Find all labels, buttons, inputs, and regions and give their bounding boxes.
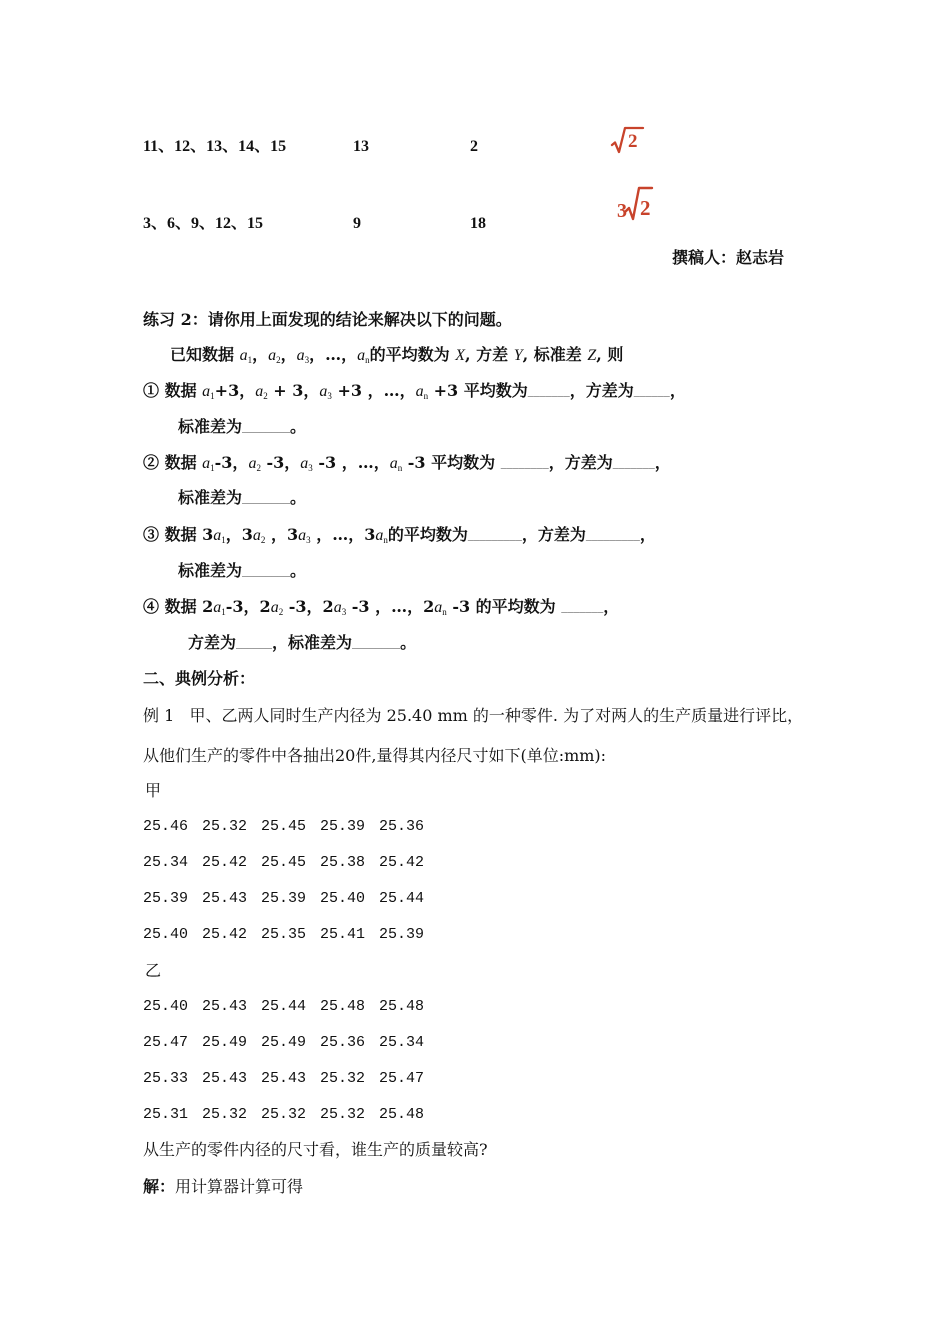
variable-a: a	[300, 455, 309, 472]
measurement-value: 25.46	[143, 818, 189, 835]
exercise-title: 练习 2：请你用上面发现的结论来解决以下的问题。	[143, 310, 512, 329]
text-run: -3，2	[225, 597, 271, 616]
text-run: ，标准差为	[272, 633, 353, 652]
variable-a: a	[434, 599, 443, 616]
text-run: -3 ，…，	[312, 453, 390, 472]
variable-a: a	[248, 455, 257, 472]
exercise-item-1	[143, 381, 686, 401]
text-run: 的平均数为	[369, 345, 456, 364]
measurement-value: 25.40	[320, 890, 366, 907]
text-run: 标准差为	[178, 488, 243, 507]
measurement-row	[143, 853, 483, 889]
solution-label: 解：	[143, 1177, 176, 1196]
text-run: , 则	[596, 345, 624, 364]
measurement-row	[143, 817, 483, 853]
subscript: n	[383, 535, 388, 545]
text-run: -3，	[214, 453, 249, 472]
subscript: 2	[260, 535, 266, 545]
section-title: 二、典例分析：	[143, 669, 256, 688]
text-run: -3，	[260, 453, 301, 472]
example-intro-line: 例 1 甲、乙两人同时生产内径为 25.40 mm 的一种零件. 为了对两人的生产质量进行评比，	[143, 706, 804, 725]
text-run: -3 平均数为	[402, 453, 501, 472]
subscript: 2	[278, 607, 284, 617]
text-run: ，	[252, 345, 269, 364]
measurement-value: 25.34	[379, 1034, 425, 1051]
subscript: 1	[210, 391, 215, 401]
exercise-item-2-continued	[178, 488, 306, 508]
text-run: 。	[290, 417, 307, 436]
std-dev-formula	[605, 120, 650, 160]
subscript: 3	[327, 391, 332, 401]
measurement-value: 25.45	[261, 818, 307, 835]
text-run: ，3	[225, 525, 253, 544]
text-run: 。	[290, 488, 307, 507]
measurement-value: 25.39	[261, 890, 307, 907]
text-run: 标准差为	[178, 417, 243, 436]
example-question: 从生产的零件内径的尺寸看，谁生产的质量较高?	[143, 1140, 488, 1159]
answer-blank: ________	[352, 641, 401, 652]
measurement-row	[143, 889, 483, 925]
subscript: 1	[221, 535, 226, 545]
subscript: 3	[306, 535, 311, 545]
answer-blank: ________	[500, 461, 549, 472]
subscript: 2	[263, 391, 268, 401]
variable-a: a	[213, 527, 222, 544]
measurement-value: 25.49	[261, 1034, 307, 1051]
measurement-value: 25.32	[320, 1070, 366, 1087]
measurement-value: 25.48	[379, 998, 425, 1015]
measurement-value: 25.32	[202, 818, 248, 835]
text-run: ，	[280, 345, 297, 364]
measurement-value: 25.42	[202, 854, 248, 871]
answer-blank: ______	[633, 389, 670, 400]
row-data-values: 11、12、13、14、15	[143, 138, 287, 155]
answer-blank: ________	[242, 496, 291, 507]
measurement-value: 25.32	[320, 1106, 366, 1123]
measurement-value: 25.47	[143, 1034, 189, 1051]
subscript: 3	[308, 463, 313, 473]
measurement-value: 25.39	[143, 890, 189, 907]
group-label-yi: 乙	[145, 961, 162, 980]
variable-a: a	[296, 347, 305, 364]
measurement-value: 25.49	[202, 1034, 248, 1051]
measurement-value: 25.43	[261, 1070, 307, 1087]
text-run: ，	[669, 381, 686, 400]
measurement-row	[143, 1033, 483, 1069]
measurement-value: 25.48	[320, 998, 366, 1015]
variable-x: X	[455, 347, 465, 364]
text-run: 。	[290, 561, 307, 580]
subscript: 3	[341, 607, 347, 617]
measurement-value: 25.48	[379, 1106, 425, 1123]
measurement-table-jia	[143, 817, 483, 961]
measurement-value: 25.32	[261, 1106, 307, 1123]
text-run: ，方差为	[548, 453, 613, 472]
answer-blank: _______	[527, 389, 570, 400]
subscript: 3	[304, 355, 310, 365]
author-credit: 撰稿人：赵志岩	[672, 248, 785, 267]
text-run: , 标准差	[522, 345, 588, 364]
variable-a: a	[298, 527, 307, 544]
text-run: +3 平均数为	[428, 381, 528, 400]
measurement-value: 25.36	[320, 1034, 366, 1051]
text-run: 的平均数为	[387, 525, 468, 544]
variable-z: Z	[587, 347, 597, 364]
measurement-value: 25.42	[379, 854, 425, 871]
text-run: ③ 数据 3	[143, 525, 214, 544]
text-run: ④ 数据 2	[143, 597, 214, 616]
variable-a: a	[357, 347, 366, 364]
subscript: 1	[210, 463, 215, 473]
answer-blank: ________	[242, 569, 291, 580]
exercise-item-2	[143, 453, 671, 473]
measurement-table-yi	[143, 997, 483, 1141]
solution-text: 用计算器计算可得	[175, 1177, 304, 1196]
text-run: ，	[603, 597, 620, 616]
text-run: ，方差为	[569, 381, 634, 400]
variable-a: a	[333, 599, 342, 616]
exercise-item-3-continued	[178, 561, 306, 581]
solution-line	[143, 1177, 303, 1197]
variable-a: a	[255, 383, 264, 400]
text-run: 标准差为	[178, 561, 243, 580]
text-run: 已知数据	[170, 345, 240, 364]
exercise-item-4-continued	[188, 633, 416, 653]
variable-a: a	[239, 347, 248, 364]
answer-blank: _________	[585, 533, 640, 544]
subscript: n	[442, 607, 447, 617]
text-run: ，	[639, 525, 656, 544]
measurement-value: 25.32	[202, 1106, 248, 1123]
row-variance: 18	[470, 215, 486, 232]
measurement-value: 25.34	[143, 854, 189, 871]
exercise-item-3	[143, 525, 656, 545]
text-run: ，…，	[309, 345, 358, 364]
measurement-value: 25.33	[143, 1070, 189, 1087]
measurement-row	[143, 997, 483, 1033]
example-intro-line: 从他们生产的零件中各抽出20件,量得其内径尺寸如下(单位:mm):	[143, 746, 607, 765]
measurement-value: 25.36	[379, 818, 425, 835]
exercise-item-1-continued	[178, 417, 306, 437]
measurement-value: 25.38	[320, 854, 366, 871]
variable-a: a	[389, 455, 398, 472]
answer-blank: _________	[467, 533, 522, 544]
group-label-jia: 甲	[145, 781, 162, 800]
variable-a: a	[270, 599, 279, 616]
measurement-row	[143, 925, 483, 961]
answer-blank: ______	[236, 641, 273, 652]
text-run: , 方差	[464, 345, 514, 364]
measurement-value: 25.47	[379, 1070, 425, 1087]
row-data-values: 3、6、9、12、15	[143, 215, 264, 232]
measurement-value: 25.43	[202, 1070, 248, 1087]
variable-y: Y	[513, 347, 523, 364]
text-run: ，…，3	[310, 525, 376, 544]
text-run: -3 ，…，2	[346, 597, 435, 616]
coefficient: 3	[617, 200, 627, 222]
measurement-value: 25.40	[143, 926, 189, 943]
row-mean: 9	[353, 215, 361, 232]
text-run: -3，2	[283, 597, 334, 616]
text-run: 。	[400, 633, 417, 652]
text-run: ① 数据	[143, 381, 203, 400]
measurement-value: 25.43	[202, 998, 248, 1015]
measurement-row	[143, 1105, 483, 1141]
measurement-value: 25.31	[143, 1106, 189, 1123]
subscript: n	[365, 355, 370, 365]
std-dev-formula	[610, 180, 658, 225]
text-run: ，	[654, 453, 671, 472]
variable-a: a	[213, 599, 222, 616]
text-run: ，方差为	[521, 525, 586, 544]
answer-blank: _______	[561, 605, 604, 616]
measurement-value: 25.44	[261, 998, 307, 1015]
exercise-premise	[170, 345, 623, 365]
subscript: 2	[256, 463, 261, 473]
subscript: 2	[276, 355, 281, 365]
variable-a: a	[268, 347, 277, 364]
measurement-value: 25.39	[320, 818, 366, 835]
radicand: 2	[628, 131, 638, 152]
measurement-value: 25.42	[202, 926, 248, 943]
measurement-value: 25.40	[143, 998, 189, 1015]
text-run: ② 数据	[143, 453, 203, 472]
variable-a: a	[202, 383, 211, 400]
measurement-value: 25.45	[261, 854, 307, 871]
variable-a: a	[415, 383, 424, 400]
exercise-item-4	[143, 597, 619, 617]
row-mean: 13	[353, 138, 369, 155]
measurement-value: 25.35	[261, 926, 307, 943]
subscript: 1	[247, 355, 253, 365]
text-run: 方差为	[188, 633, 237, 652]
variable-a: a	[375, 527, 384, 544]
measurement-value: 25.43	[202, 890, 248, 907]
measurement-row	[143, 1069, 483, 1105]
variable-a: a	[202, 455, 211, 472]
measurement-value: 25.39	[379, 926, 425, 943]
subscript: n	[423, 391, 429, 401]
subscript: 1	[221, 607, 226, 617]
measurement-value: 25.41	[320, 926, 366, 943]
text-run: +3，	[214, 381, 256, 400]
text-run: + 3，	[267, 381, 320, 400]
text-run: +3 ，…，	[331, 381, 416, 400]
answer-blank: ________	[242, 425, 291, 436]
radicand: 2	[640, 196, 651, 220]
subscript: n	[397, 463, 403, 473]
variable-a: a	[252, 527, 261, 544]
variable-a: a	[319, 383, 328, 400]
answer-blank: _______	[612, 461, 655, 472]
measurement-value: 25.44	[379, 890, 425, 907]
row-variance: 2	[470, 138, 478, 155]
text-run: -3 的平均数为	[446, 597, 562, 616]
text-run: ，3	[265, 525, 299, 544]
